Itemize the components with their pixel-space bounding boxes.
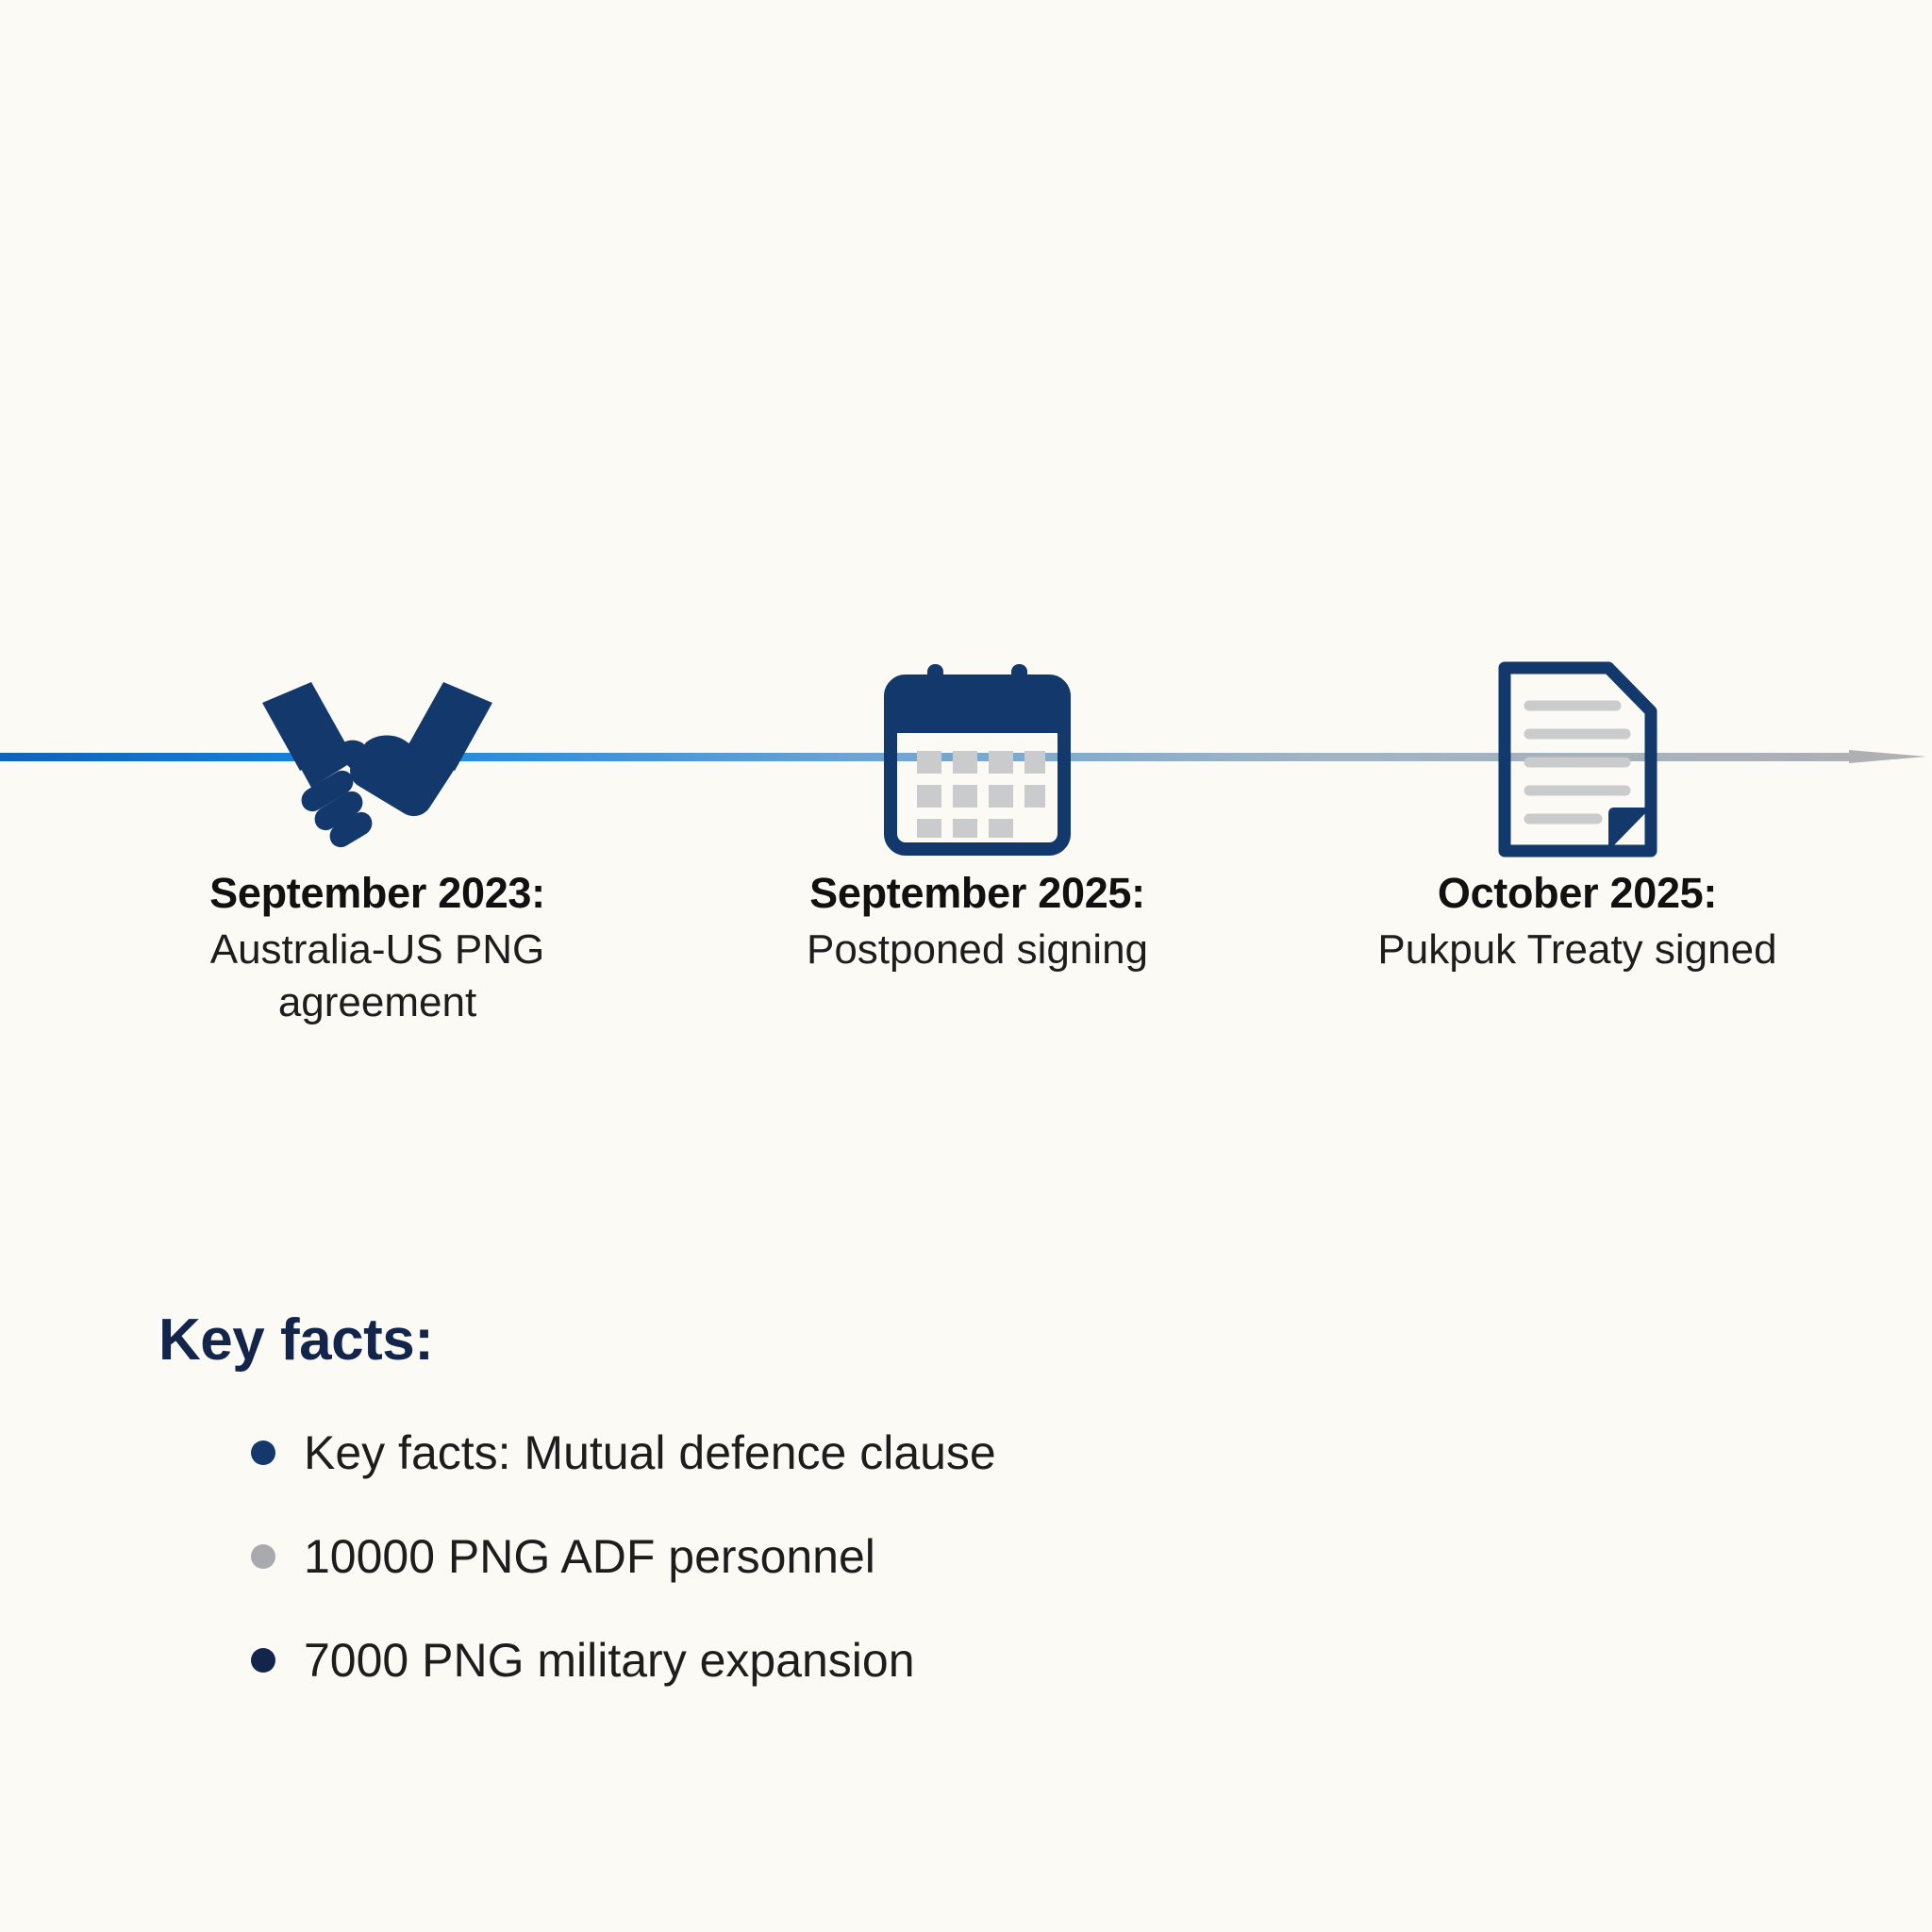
key-facts-section [158,1307,1574,1736]
handshake-icon [132,651,623,868]
timeline-milestone-3 [1332,651,1823,976]
bullet-icon [251,1544,275,1569]
key-facts-title: Key facts: [158,1307,434,1373]
milestone-date: September 2023: [209,869,545,917]
milestone-description: Pukpuk Treaty signed [1377,926,1777,974]
milestone-description: Postponed signing [806,926,1149,974]
timeline-milestones [0,651,1932,1141]
list-item [158,1632,1574,1689]
key-fact-text: Key facts: Mutual defence clause [304,1426,996,1479]
bullet-icon [251,1441,275,1465]
milestone-description: Australia-US PNG agreement [209,926,545,1026]
key-fact-text: 7000 PNG military expansion [304,1634,915,1687]
document-icon [1332,651,1823,868]
list-item [158,1528,1574,1585]
key-fact-text: 10000 PNG ADF personnel [304,1530,875,1583]
list-item [158,1424,1574,1481]
bullet-icon [251,1648,275,1673]
milestone-date: October 2025: [1437,869,1718,917]
timeline-milestone-1 [132,651,623,1030]
timeline-milestone-2 [732,651,1223,976]
key-facts-list [158,1424,1574,1689]
milestone-date: September 2025: [809,869,1145,917]
calendar-icon [732,651,1223,868]
